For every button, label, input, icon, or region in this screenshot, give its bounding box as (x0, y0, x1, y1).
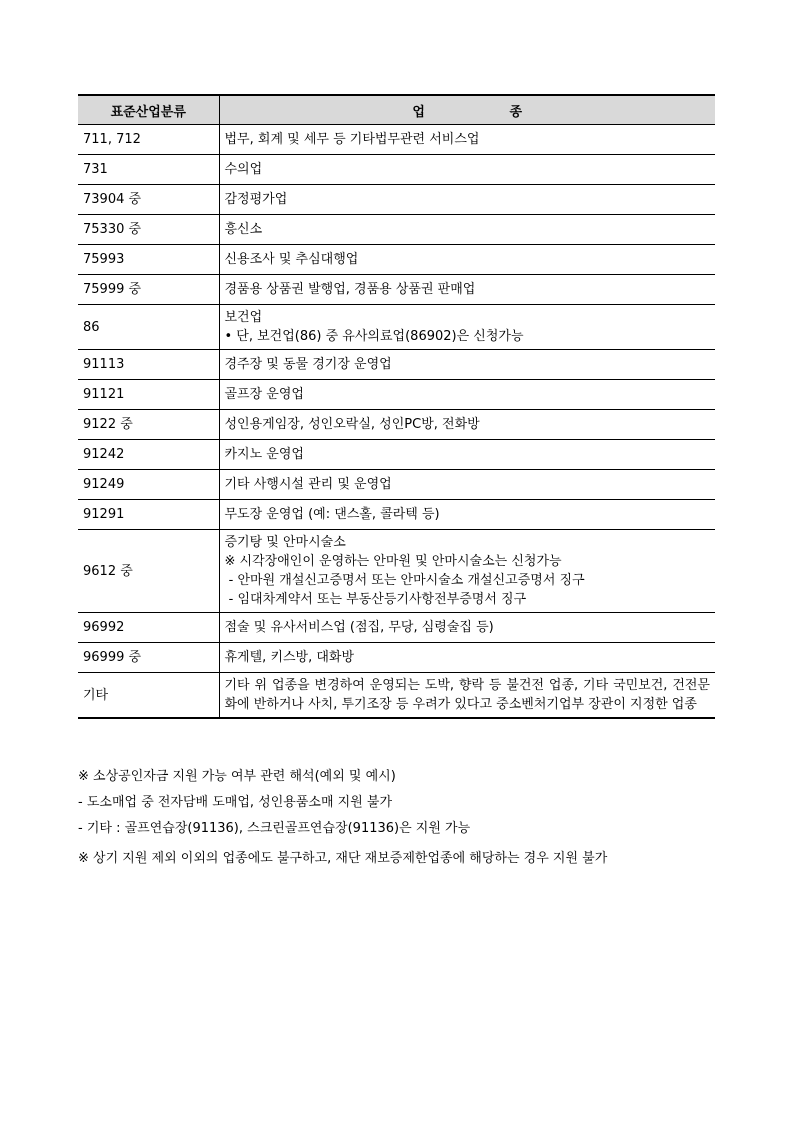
industry-name-cell (219, 500, 715, 530)
industry-code-cell: 75330 중 (78, 215, 219, 245)
industry-name-cell (219, 215, 715, 245)
table-header-row (78, 95, 715, 125)
industry-code-cell: 9612 중 (78, 530, 219, 613)
industry-code-cell: 86 (78, 305, 219, 350)
notes-section (78, 768, 715, 876)
industry-name-line: ※ 시각장애인이 운영하는 안마원 및 안마시술소는 신청가능 (224, 554, 562, 569)
industry-code-cell: 9122 중 (78, 410, 219, 440)
industry-code-cell: 75999 중 (78, 275, 219, 305)
table-body (78, 125, 715, 719)
notes-title: ※ 소상공인자금 지원 가능 여부 관련 해석(예외 및 예시) (78, 769, 396, 784)
industry-name-line: 휴게텔, 키스방, 대화방 (224, 650, 355, 665)
industry-code-cell: 91249 (78, 470, 219, 500)
industry-name-line: • 단, 보건업(86) 중 유사의료업(86902)은 신청가능 (224, 329, 524, 344)
industry-name-line: 보건업 (224, 310, 263, 325)
industry-name-line: 신용조사 및 추심대행업 (224, 252, 359, 267)
industry-name-line: 카지노 운영업 (224, 447, 304, 462)
table-row (78, 500, 715, 530)
industry-name-cell (219, 275, 715, 305)
notes-item: - 기타 : 골프연습장(91136), 스크린골프연습장(91136)은 지원 가능 (78, 821, 471, 836)
industry-name-cell (219, 673, 715, 719)
notes-final: ※ 상기 지원 제외 이외의 업종에도 불구하고, 재단 재보증제한업종에 해당하는 경우 지원 불가 (78, 851, 608, 866)
table-row (78, 380, 715, 410)
header-industry-name: 업 종 (219, 95, 715, 125)
industry-name-cell (219, 155, 715, 185)
industry-name-line: 수의업 (224, 162, 263, 177)
table-row (78, 350, 715, 380)
restricted-industry-table (78, 94, 715, 719)
industry-name-line: 법무, 회계 및 세무 등 기타법무관련 서비스업 (224, 132, 480, 147)
industry-name-line: 기타 사행시설 관리 및 운영업 (224, 477, 392, 492)
industry-name-cell (219, 185, 715, 215)
restricted-industry-section (78, 94, 715, 719)
industry-name-cell (219, 440, 715, 470)
industry-code-cell: 91113 (78, 350, 219, 380)
industry-code-cell: 731 (78, 155, 219, 185)
table-row (78, 643, 715, 673)
industry-code-cell: 75993 (78, 245, 219, 275)
industry-name-cell (219, 380, 715, 410)
table-row (78, 305, 715, 350)
industry-code-cell: 기타 (78, 673, 219, 719)
table-row (78, 673, 715, 719)
industry-name-cell (219, 245, 715, 275)
industry-code-cell: 96992 (78, 613, 219, 643)
industry-name-line: 증기탕 및 안마시술소 (224, 535, 346, 550)
industry-name-line: 골프장 운영업 (224, 387, 304, 402)
industry-name-line: - 안마원 개설신고증명서 또는 안마시술소 개설신고증명서 징구 (224, 573, 585, 588)
industry-name-cell (219, 470, 715, 500)
industry-code-cell: 91121 (78, 380, 219, 410)
industry-name-line: 흥신소 (224, 222, 263, 237)
industry-name-line: - 임대차계약서 또는 부동산등기사항전부증명서 징구 (224, 592, 527, 607)
table-row (78, 410, 715, 440)
table-row (78, 470, 715, 500)
industry-name-cell (219, 613, 715, 643)
industry-name-line: 경품용 상품권 발행업, 경품용 상품권 판매업 (224, 282, 476, 297)
industry-name-cell (219, 305, 715, 350)
header-industry-code: 표준산업분류 (78, 95, 219, 125)
industry-code-cell: 91291 (78, 500, 219, 530)
table-row (78, 245, 715, 275)
notes-item: - 도소매업 중 전자담배 도매업, 성인용품소매 지원 불가 (78, 795, 393, 810)
industry-name-cell (219, 350, 715, 380)
table-row (78, 440, 715, 470)
industry-code-cell: 711, 712 (78, 125, 219, 155)
industry-name-cell (219, 125, 715, 155)
industry-name-cell (219, 410, 715, 440)
table-row (78, 125, 715, 155)
industry-name-line: 무도장 운영업 (예: 댄스홀, 콜라텍 등) (224, 507, 440, 522)
table-row (78, 215, 715, 245)
table-row (78, 155, 715, 185)
table-row (78, 613, 715, 643)
industry-name-cell (219, 643, 715, 673)
industry-name-line: 점술 및 유사서비스업 (점집, 무당, 심령술집 등) (224, 620, 494, 635)
table-row (78, 275, 715, 305)
industry-name-line: 감정평가업 (224, 192, 288, 207)
industry-name-text: 기타 위 업종을 변경하여 운영되는 도박, 향락 등 불건전 업종, 기타 국민보건, 건전문화에 반하거나 사치, 투기조장 등 우려가 있다고 중소벤처기업부 장관이 지정한 업종 (224, 678, 710, 712)
table-row (78, 185, 715, 215)
industry-code-cell: 96999 중 (78, 643, 219, 673)
industry-name-line: 경주장 및 동물 경기장 운영업 (224, 357, 392, 372)
industry-code-cell: 91242 (78, 440, 219, 470)
table-row (78, 530, 715, 613)
industry-code-cell: 73904 중 (78, 185, 219, 215)
industry-name-cell (219, 530, 715, 613)
industry-name-line: 성인용게임장, 성인오락실, 성인PC방, 전화방 (224, 417, 480, 432)
